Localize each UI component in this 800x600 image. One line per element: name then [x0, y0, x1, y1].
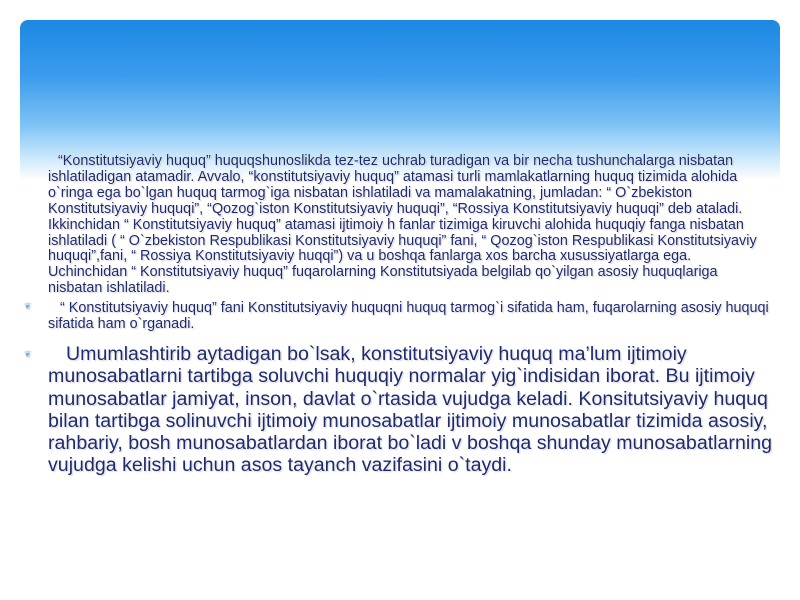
paragraph-2 — [24, 301, 772, 333]
paragraph-3 — [24, 343, 772, 477]
paragraph-2-text: “ Konstitutsiyaviy huquq” fani Konstitutsiyaviy huquqni huquq tarmog`i sifatida ham, fuqarolarning asosiy huquqi sifatida ham o`rganadi. — [48, 300, 769, 333]
swirl-bullet-icon: ❦ — [24, 348, 32, 359]
swirl-bullet-icon: ❦ — [24, 301, 32, 312]
paragraph-1-text: “Konstitutsiyaviy huquq” huquqshunoslikda tez-tez uchrab turadigan va bir necha tushunchalarga nisbatan ishlatiladigan atamadir. Avvalo, “konstitutsiyaviy huquq” atamasi turli mamlakatlarning huquq tizimida alohida o`ringa ega bo`lgan huquq tarmog`iga nisbatan ishlatiladi va mamalakatning, jumladan: “ O`zbekiston Konstitutsiyaviy huquqi”, “Qozog`iston Konstitutsiyaviy huquqi”, “Rossiya Konstitutsiyaviy huquqi” deb ataladi. Ikkinchidan “ Konstitutsiyaviy huquq” atamasi ijtimoiy h fanlar tizimiga kiruvchi alohida huquqiy fanga nisbatan ishlatiladi ( “ O`zbekiston Respublikasi Konstitutsiyaviy huquqi” fani, “ Qozog`iston Respublikasi Konstitutsiyaviy huquqi”,fani, “ Rossiya Konstitutsiyaviy huqqi”) va u boshqa fanlarga xos barcha xusussiyatlarga ega. Uchinchidan “ Konstitutsiyaviy huquq” fuqarolarning Konstitutsiyada belgilab qo`yilgan asosiy huquqlariga nisbatan ishlatiladi. — [48, 153, 757, 297]
paragraph-3-text: Umumlashtirib aytadigan bo`lsak, konstitutsiyaviy huquq ma’lum ijtimoiy munosabatlarni tartibga soluvchi huquqiy normalar yig`indisidan iborat. Bu ijtimoiy munosabatlar jamiyat, inson, davlat o`rtasida vujudga keladi. Konsitutsiyaviy huquq bilan tartibga solinuvchi ijtimoiy munosabatlar ijtimoiy munosabatlar tizimida asosiy, rahbariy, bosh munosabatlardan iborat bo`ladi v boshqa shunday munosabatlarning vujudga kelishi uchun asos tayanch vazifasini o`taydi. — [48, 342, 772, 477]
slide-content — [24, 154, 772, 477]
paragraph-1 — [24, 154, 772, 297]
